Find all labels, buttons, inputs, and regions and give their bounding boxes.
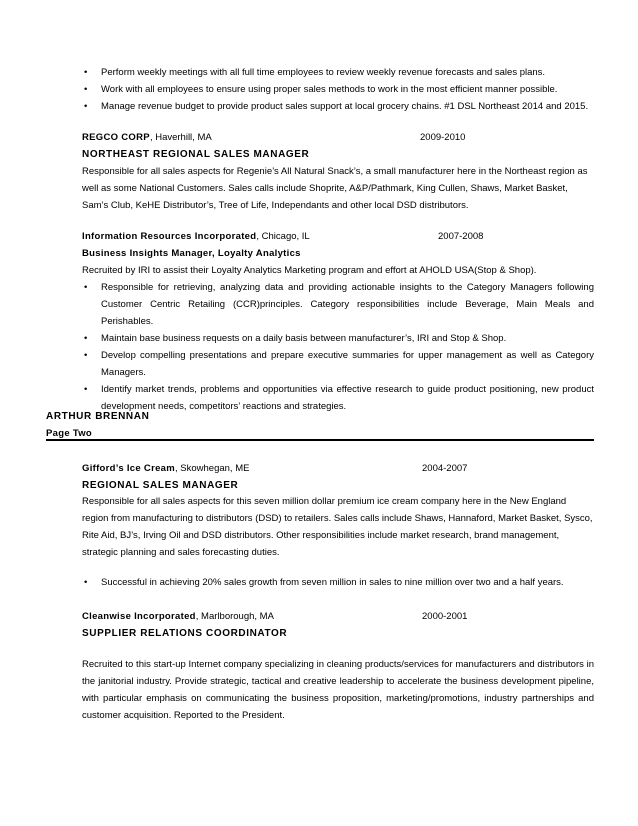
bullet-icon: • bbox=[84, 333, 88, 344]
cleanwise-dates: 2000-2001 bbox=[422, 611, 468, 622]
bullet-icon: • bbox=[84, 101, 88, 112]
list-item: • Responsible for retrieving, analyzing data and providing actionable insights to the Category Managers following Customer Centric Retailing (CCR)principles. Category responsibilities include Beverage, Main Meals and Perishables. bbox=[82, 279, 594, 330]
company-location: , Marlborough, MA bbox=[195, 611, 274, 622]
iri-bullets bbox=[82, 279, 594, 415]
cleanwise-job-title: SUPPLIER RELATIONS COORDINATOR bbox=[82, 628, 288, 639]
list-item: • Work with all employees to ensure using proper sales methods to work in the most efficient manner possible. bbox=[82, 81, 594, 98]
list-item: • Manage revenue budget to provide product sales support at local grocery chains. #1 DSL Northeast 2014 and 2015. bbox=[82, 98, 594, 115]
bullet-icon: • bbox=[84, 350, 88, 361]
resume-name: ARTHUR BRENNAN bbox=[46, 411, 150, 422]
iri-job-title: Business Insights Manager, Loyalty Analytics bbox=[82, 248, 301, 259]
cleanwise-heading bbox=[82, 608, 274, 625]
cleanwise-description: Recruited to this start-up Internet company specializing in cleaning products/services for manufacturers and distributors in the janitorial industry. Provide strategic, tactical and creative leadership to accelerate the business development pipeline, with particular emphasis on communicating the business proposition, marketing/promotions, industry partnerships and customer acquisition. Reported to the President. bbox=[82, 659, 594, 721]
giffords-heading bbox=[82, 460, 249, 477]
iri-intro: Recruited by IRI to assist their Loyalty Analytics Marketing program and effort at AHOLD USA(Stop & Shop). bbox=[82, 265, 537, 276]
page-number-label: Page Two bbox=[46, 428, 93, 439]
company-location: , Skowhegan, ME bbox=[175, 463, 250, 474]
giffords-bullets bbox=[82, 574, 594, 591]
company-name: Gifford’s Ice Cream bbox=[82, 463, 175, 474]
previous-job-bullets bbox=[82, 64, 594, 115]
giffords-description: Responsible for all sales aspects for this seven million dollar premium ice cream company here in the New England region from manufacturing to distributors (DSD) to retailers. Sales calls include Shaws, Hannaford, Market Basket, Sysco, Rite Aid, BJ’s, Irving Oil and DSD distributors. Other responsibilities include market research, brand management, strategic planning and sales forecasting duties. bbox=[82, 496, 593, 558]
company-location: , Chicago, IL bbox=[256, 231, 310, 242]
list-item: • Develop compelling presentations and prepare executive summaries for upper management as well as Category Managers. bbox=[82, 347, 594, 381]
company-name: Information Resources Incorporated bbox=[82, 231, 257, 242]
regco-description: Responsible for all sales aspects for Regenie’s All Natural Snack’s, a small manufacturer here in the Northeast region as well as some National Customers. Sales calls include Shoprite, A&P/Pathmark, King Cullen, Shaws, Market Basket, Sam’s Club, KeHE Distributor’s, Tree of Life, Independants and other local DSD distributors. bbox=[82, 166, 588, 211]
giffords-job-title: REGIONAL SALES MANAGER bbox=[82, 480, 239, 491]
company-name: Cleanwise Incorporated bbox=[82, 611, 196, 622]
regco-job-title: NORTHEAST REGIONAL SALES MANAGER bbox=[82, 149, 310, 160]
page-divider bbox=[46, 439, 594, 441]
company-location: , Haverhill, MA bbox=[149, 132, 212, 143]
bullet-icon: • bbox=[84, 384, 88, 395]
list-item: • Identify market trends, problems and opportunities via effective research to guide product positioning, new product development needs, competitors’ reactions and strategies. bbox=[82, 381, 594, 415]
iri-dates: 2007-2008 bbox=[438, 231, 484, 242]
list-item: • Successful in achieving 20% sales growth from seven million in sales to nine million over two and a half years. bbox=[82, 574, 594, 591]
regco-heading bbox=[82, 129, 212, 146]
company-name: REGCO CORP bbox=[82, 132, 150, 143]
list-item: • Maintain base business requests on a daily basis between manufacturer’s, IRI and Stop & Shop. bbox=[82, 330, 594, 347]
giffords-dates: 2004-2007 bbox=[422, 463, 468, 474]
bullet-icon: • bbox=[84, 84, 88, 95]
iri-heading bbox=[82, 228, 310, 245]
bullet-icon: • bbox=[84, 282, 88, 293]
list-item: • Perform weekly meetings with all full time employees to review weekly revenue forecasts and sales plans. bbox=[82, 64, 594, 81]
regco-dates: 2009-2010 bbox=[420, 132, 466, 143]
bullet-icon: • bbox=[84, 67, 88, 78]
bullet-icon: • bbox=[84, 577, 88, 588]
